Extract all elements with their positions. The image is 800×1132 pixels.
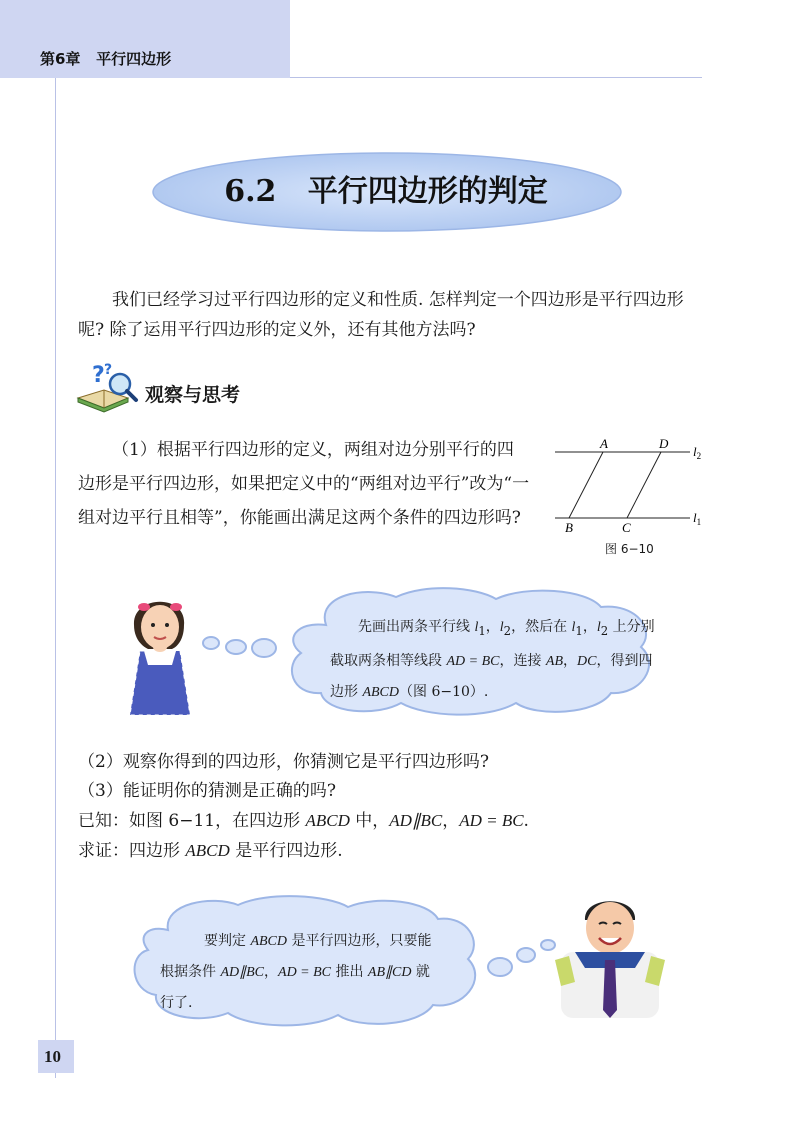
math-l2: l [596,620,601,635]
math-l1: l [571,620,576,635]
label-l2-sub: 2 [696,451,702,461]
math-quad: ABCD [362,684,400,700]
parallelogram-figure [545,432,715,537]
bubble1-part: （图 6−10）. [399,683,489,700]
bubble-boy-text [160,926,440,1018]
math-equation: AD = BC [278,965,332,980]
math-parallel: AD∥BC [389,811,443,830]
given-part: . [523,811,529,831]
math-segment: AB [545,653,564,669]
svg-text:l2 [693,444,701,461]
bubble1-part: ，得到四边形 [330,652,653,700]
question-book-magnifier-icon [74,360,140,416]
math-quad: ABCD [250,934,288,949]
header-divider [290,77,702,78]
bubble1-part: ， [582,619,597,635]
math-quad: ABCD [185,841,230,860]
question-2: （2）观察你得到的四边形，你猜测它是平行四边形吗? [78,752,489,772]
bubble1-part: 上分别截取两条相等线段 [330,619,655,669]
bubble2-part: 推出 [331,964,368,980]
section-title-text: 平行四边形的判定 [307,174,548,209]
bubble2-part: 就行了. [160,964,430,1011]
math-quad: ABCD [305,811,350,830]
bubble-girl-text [330,612,660,708]
math-l2: l [499,620,504,635]
bubble2-part: 要判定 [204,933,251,949]
label-l2: l [693,444,697,459]
math-sub: 2 [503,623,512,638]
figure-caption: 图 6−10 [605,542,654,556]
bubble2-part: ， [264,964,279,980]
bubble1-part: ， [485,619,500,635]
math-sub: 1 [575,623,583,638]
svg-text:?: ? [104,362,113,378]
bubble1-part: ，然后在 [511,619,572,635]
bubble1-part: 先画出两条平行线 [358,619,475,635]
question-3: （3）能证明你的猜测是正确的吗? [78,781,336,801]
boy-illustration [555,890,665,1020]
math-parallel: AB∥CD [367,965,412,980]
chapter-number: 第6章 [40,50,81,68]
given-part: 已知：如图 6−11，在四边形 [78,811,306,831]
section-heading [150,166,622,210]
math-equation: AD = BC [446,653,500,669]
math-l1: l [474,620,479,635]
math-segment: DC [577,653,597,669]
question-1: （1）根据平行四边形的定义，两组对边分别平行的四边形是平行四边形，如果把定义中的“两组对边平行”改为“一组对边平行且相等”，你能画出满足这两个条件的四边形吗? [78,440,530,528]
label-C: C [622,520,631,535]
label-B: B [565,520,573,535]
observe-think-title: 观察与思考 [145,384,241,406]
given-part: 中， [349,811,390,831]
math-sub: 1 [478,623,486,638]
given-statement [78,811,529,831]
svg-text:?: ? [92,363,105,388]
margin-rule [55,78,56,1078]
label-l1: l [693,510,697,525]
bubble1-part: ，连接 [499,652,546,669]
label-A: A [600,436,608,451]
prove-part: 求证：四边形 [78,841,186,861]
section-number: 6.2 [224,174,277,209]
label-D: D [659,436,669,451]
page-number: 10 [44,1047,61,1066]
chapter-title: 平行四边形 [96,50,172,68]
prove-part: 是平行四边形. [229,841,343,861]
given-part: ， [442,811,460,831]
bubble2-part: 是平行四边形，只要能根据条件 [160,933,432,980]
math-equation: AD = BC [459,811,524,830]
bubble1-part: ， [563,652,578,669]
questions-and-proof [78,748,718,866]
girl-illustration [122,585,202,720]
math-parallel: AD∥BC [220,965,265,980]
prove-statement [78,841,343,861]
math-sub: 2 [600,623,609,638]
chapter-header [40,48,171,69]
label-l1-sub: 1 [696,517,702,527]
intro-paragraph: 我们已经学习过平行四边形的定义和性质. 怎样判定一个四边形是平行四边形呢? 除了运用平行四边形的定义外，还有其他方法吗? [78,290,684,340]
svg-text:l1 [693,510,701,527]
